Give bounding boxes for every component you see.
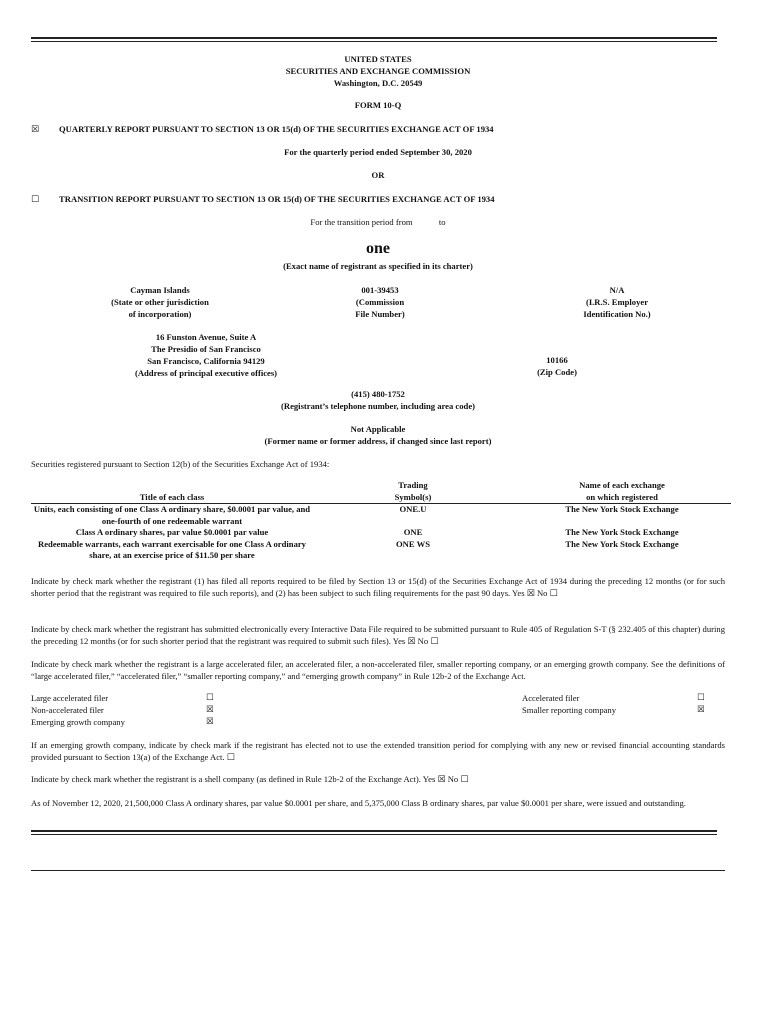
or-label: OR: [371, 170, 385, 180]
filed-no-checkbox: ☐: [549, 589, 558, 599]
phone-block: [31, 388, 725, 412]
header-exchange: Name of each exchange on which registered: [513, 480, 731, 504]
row-exchange: The New York Stock Exchange: [565, 504, 679, 514]
filer-smaller-reporting-label: Smaller reporting company: [522, 705, 617, 715]
address-line-1: 16 Funston Avenue, Suite A: [155, 332, 257, 342]
transition-period-prefix: For the transition period from: [310, 217, 413, 227]
shell-yes-checkbox: ☒: [437, 775, 446, 785]
filer-emerging-growth-label: Emerging growth company: [31, 717, 125, 727]
filer-status-paragraph: Indicate by check mark whether the registrant is a large accelerated filer, an accelerated filer, a non-accelerated filer, smaller reporting company, or an emerging growth company. See the definitions of “large accelerated filer,” “accelerated filer,” “smaller reporting company,” and “emerging growth company” in Rule 12b-2 of the Exchange Act.: [31, 659, 725, 681]
row-title: Redeemable warrants, each warrant exercisable for one Class A ordinary share, at an exercise price of $11.50 per share: [38, 538, 306, 560]
address-block: [106, 331, 306, 379]
transition-checkbox: ☐: [31, 195, 40, 205]
table-row: [31, 527, 731, 539]
filer-large-accelerated-label: Large accelerated filer: [31, 693, 109, 703]
commission-caption-2: File Number): [355, 309, 405, 319]
row-title: Class A ordinary shares, par value $0.0001 par value: [75, 527, 269, 537]
registrant-caption: (Exact name of registrant as specified in its charter): [283, 261, 473, 271]
state-caption-1: (State or other jurisdiction: [111, 297, 209, 307]
commission-value: 001-39453: [361, 285, 399, 295]
zip-block: [497, 354, 617, 378]
securities-table: [31, 480, 731, 562]
quarterly-period: For the quarterly period ended September 30, 2020: [284, 147, 472, 157]
emerging-growth-paragraph: If an emerging growth company, indicate by check mark if the registrant has elected not to use the extended transition period for complying with any new or revised financial accounting standards provided pursuant to Section 13(a) of the Exchange Act. ☐: [31, 740, 725, 763]
filer-accelerated-label: Accelerated filer: [522, 693, 580, 703]
quarterly-report-label: QUARTERLY REPORT PURSUANT TO SECTION 13 OR 15(d) OF THE SECURITIES EXCHANGE ACT OF 1934: [59, 124, 494, 134]
address-line-3: San Francisco, California 94129: [147, 356, 265, 366]
irs-block: [537, 284, 697, 320]
zip-value: 10166: [546, 355, 568, 365]
filed-reports-paragraph: Indicate by check mark whether the registrant (1) has filed all reports required to be filed by Section 13 or 15(d) of the Securities Exchange Act of 1934 during the preceding 12 months (or for such shorter period that the registrant was required to file such reports), and (2) has been subject to such filing requirements for the past 90 days. Yes ☒ No ☐: [31, 576, 725, 599]
state-value: Cayman Islands: [130, 285, 190, 295]
address-caption: (Address of principal executive offices): [134, 368, 278, 378]
phone-number: (415) 480-1752: [351, 389, 405, 399]
table-row: [31, 539, 731, 562]
form-title: FORM 10-Q: [354, 100, 402, 110]
top-rule: [31, 37, 717, 42]
shares-outstanding-paragraph: As of November 12, 2020, 21,500,000 Class A ordinary shares, par value $0.0001 per share, and 5,375,000 Class B ordinary shares, par value $0.0001 per share, were issued and outstanding.: [31, 798, 686, 808]
header-title-of-class: Title of each class: [31, 480, 313, 504]
header-block: [31, 53, 725, 89]
state-block: [80, 284, 240, 320]
transition-period: [31, 216, 725, 228]
commission-block: [300, 284, 460, 320]
shell-yes-label: Yes: [422, 774, 436, 784]
bottom-rule: [31, 830, 717, 835]
emerging-transition-checkbox: ☐: [226, 753, 235, 763]
row-title: Units, each consisting of one Class A ordinary share, $0.0001 par value, and one-fourth of one redeemable warrant: [33, 504, 311, 526]
header-commission: SECURITIES AND EXCHANGE COMMISSION: [285, 66, 471, 76]
shell-no-checkbox: ☐: [460, 775, 469, 785]
former-block: [31, 423, 725, 447]
transition-period-to: to: [438, 217, 446, 227]
footer-rule: [31, 870, 725, 871]
filer-large-accelerated-checkbox: ☐: [206, 693, 214, 703]
row-exchange: The New York Stock Exchange: [565, 527, 679, 537]
securities-header-row: [31, 480, 731, 504]
filed-no-label: No: [536, 588, 548, 598]
row-symbol: ONE: [403, 527, 423, 537]
filed-yes-label: Yes: [512, 588, 525, 598]
row-symbol: ONE.U: [399, 504, 427, 514]
row-exchange: The New York Stock Exchange: [565, 538, 679, 549]
former-caption: (Former name or former address, if changed since last report): [264, 436, 492, 446]
table-row: [31, 504, 731, 528]
zip-caption: (Zip Code): [537, 367, 577, 377]
filer-non-accelerated-checkbox: ☒: [206, 705, 214, 715]
transition-report-label: TRANSITION REPORT PURSUANT TO SECTION 13 OR 15(d) OF THE SECURITIES EXCHANGE ACT OF 1934: [59, 194, 495, 204]
commission-caption-1: (Commission: [355, 297, 405, 307]
address-line-2: The Presidio of San Francisco: [151, 344, 261, 354]
irs-value: N/A: [609, 285, 625, 295]
filer-emerging-growth-checkbox: ☒: [206, 717, 214, 727]
interactive-no-label: No: [417, 636, 429, 646]
interactive-yes-label: Yes: [392, 636, 406, 646]
securities-intro: Securities registered pursuant to Section 12(b) of the Securities Exchange Act of 1934:: [31, 459, 330, 469]
header-trading-symbol: Trading Symbol(s): [313, 480, 513, 504]
quarterly-checkbox: ☒: [31, 125, 40, 135]
interactive-no-checkbox: ☐: [430, 637, 439, 647]
header-country: UNITED STATES: [344, 54, 412, 64]
row-symbol: ONE WS: [396, 538, 430, 549]
shell-no-label: No: [447, 774, 459, 784]
filer-smaller-reporting-checkbox: ☒: [697, 705, 705, 715]
irs-caption-2: Identification No.): [583, 309, 651, 319]
filer-non-accelerated-label: Non-accelerated filer: [31, 705, 104, 715]
registrant-name: one: [366, 240, 390, 257]
former-value: Not Applicable: [350, 424, 406, 434]
filed-yes-checkbox: ☒: [526, 589, 535, 599]
filer-accelerated-checkbox: ☐: [697, 693, 705, 703]
shell-company-paragraph: Indicate by check mark whether the registrant is a shell company (as defined in Rule 12b-2 of the Exchange Act). Yes ☒ No ☐: [31, 774, 469, 785]
phone-caption: (Registrant’s telephone number, including area code): [281, 401, 475, 411]
state-caption-2: of incorporation): [128, 309, 192, 319]
interactive-data-paragraph: Indicate by check mark whether the registrant has submitted electronically every Interactive Data File required to be submitted pursuant to Rule 405 of Regulation S-T (§ 232.405 of this chapter) during the preceding 12 months (or for such shorter period that the registrant was required to submit such files). Yes ☒ No ☐: [31, 624, 725, 647]
irs-caption-1: (I.R.S. Employer: [585, 297, 649, 307]
header-city: Washington, D.C. 20549: [333, 78, 423, 88]
interactive-yes-checkbox: ☒: [407, 637, 416, 647]
